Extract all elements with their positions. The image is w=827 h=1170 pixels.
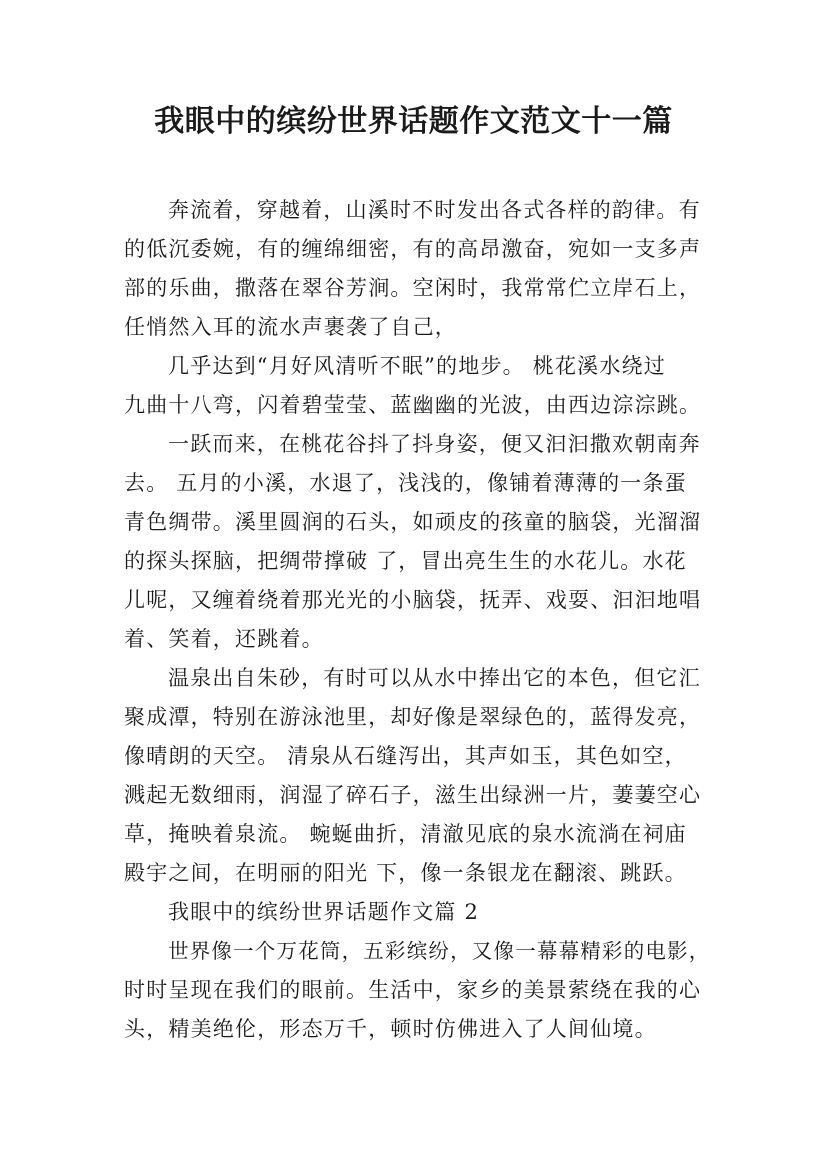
paragraph-line: 一跃而来，在桃花谷抖了抖身姿，便又汩汩撒欢朝南奔 <box>168 432 701 456</box>
section-heading: 我眼中的缤纷世界话题作文篇 2 <box>168 900 480 924</box>
paragraph-line: 时时呈现在我们的眼前。生活中，家乡的美景萦绕在我的心 <box>124 978 702 1002</box>
paragraph-line: 聚成潭，特别在游泳池里，却好像是翠绿色的，蓝得发亮， <box>124 705 702 729</box>
paragraph-line: 儿呢，又缠着绕着那光光的小脑袋，抚弄、戏耍、汩汩地唱 <box>124 588 702 612</box>
paragraph-line: 像晴朗的天空。 清泉从石缝泻出，其声如玉，其色如空， <box>124 744 687 768</box>
paragraph-line: 溅起无数细雨，润湿了碎石子，滋生出绿洲一片，萋萋空心 <box>124 783 702 807</box>
paragraph-line: 着、笑着，还跳着。 <box>124 627 324 651</box>
paragraph-line: 的低沉委婉，有的缠绵细密，有的高昂激奋，宛如一支多声 <box>124 237 702 261</box>
paragraph-line: 草，掩映着泉流。 蜿蜒曲折，清澈见底的泉水流淌在祠庙 <box>124 822 687 846</box>
document-body <box>124 191 714 1049</box>
paragraph-line: 殿宇之间，在明丽的阳光 下，像一条银龙在翻滚、跳跃。 <box>124 861 687 885</box>
paragraph-line: 去。 五月的小溪，水退了，浅浅的，像铺着薄薄的一条蛋 <box>124 471 687 495</box>
paragraph-line: 青色绸带。溪里圆润的石头，如顽皮的孩童的脑袋，光溜溜 <box>124 510 702 534</box>
paragraph-line: 温泉出自朱砂，有时可以从水中捧出它的本色，但它汇 <box>168 666 701 690</box>
paragraph-line: 头，精美绝伦，形态万千，顿时仿佛进入了人间仙境。 <box>124 1017 657 1041</box>
document-title: 我眼中的缤纷世界话题作文范文十一篇 <box>154 104 673 139</box>
paragraph-line: 九曲十八弯，闪着碧莹莹、蓝幽幽的光波，由西边淙淙跳。 <box>124 393 702 417</box>
paragraph-line: 的探头探脑，把绸带撑破 了，冒出亮生生的水花儿。水花 <box>124 549 687 573</box>
paragraph-line: 奔流着，穿越着，山溪时不时发出各式各样的韵律。有 <box>168 198 701 222</box>
paragraph-line: 世界像一个万花筒，五彩缤纷，又像一幕幕精彩的电影， <box>168 939 711 963</box>
paragraph-line: 部的乐曲，撒落在翠谷芳涧。空闲时，我常常伫立岸石上， <box>124 276 702 300</box>
paragraph-line: 任悄然入耳的流水声裹袭了自己， <box>124 315 457 339</box>
paragraph-line: 几乎达到“月好风清听不眠”的地步。 桃花溪水绕过 <box>168 354 666 378</box>
